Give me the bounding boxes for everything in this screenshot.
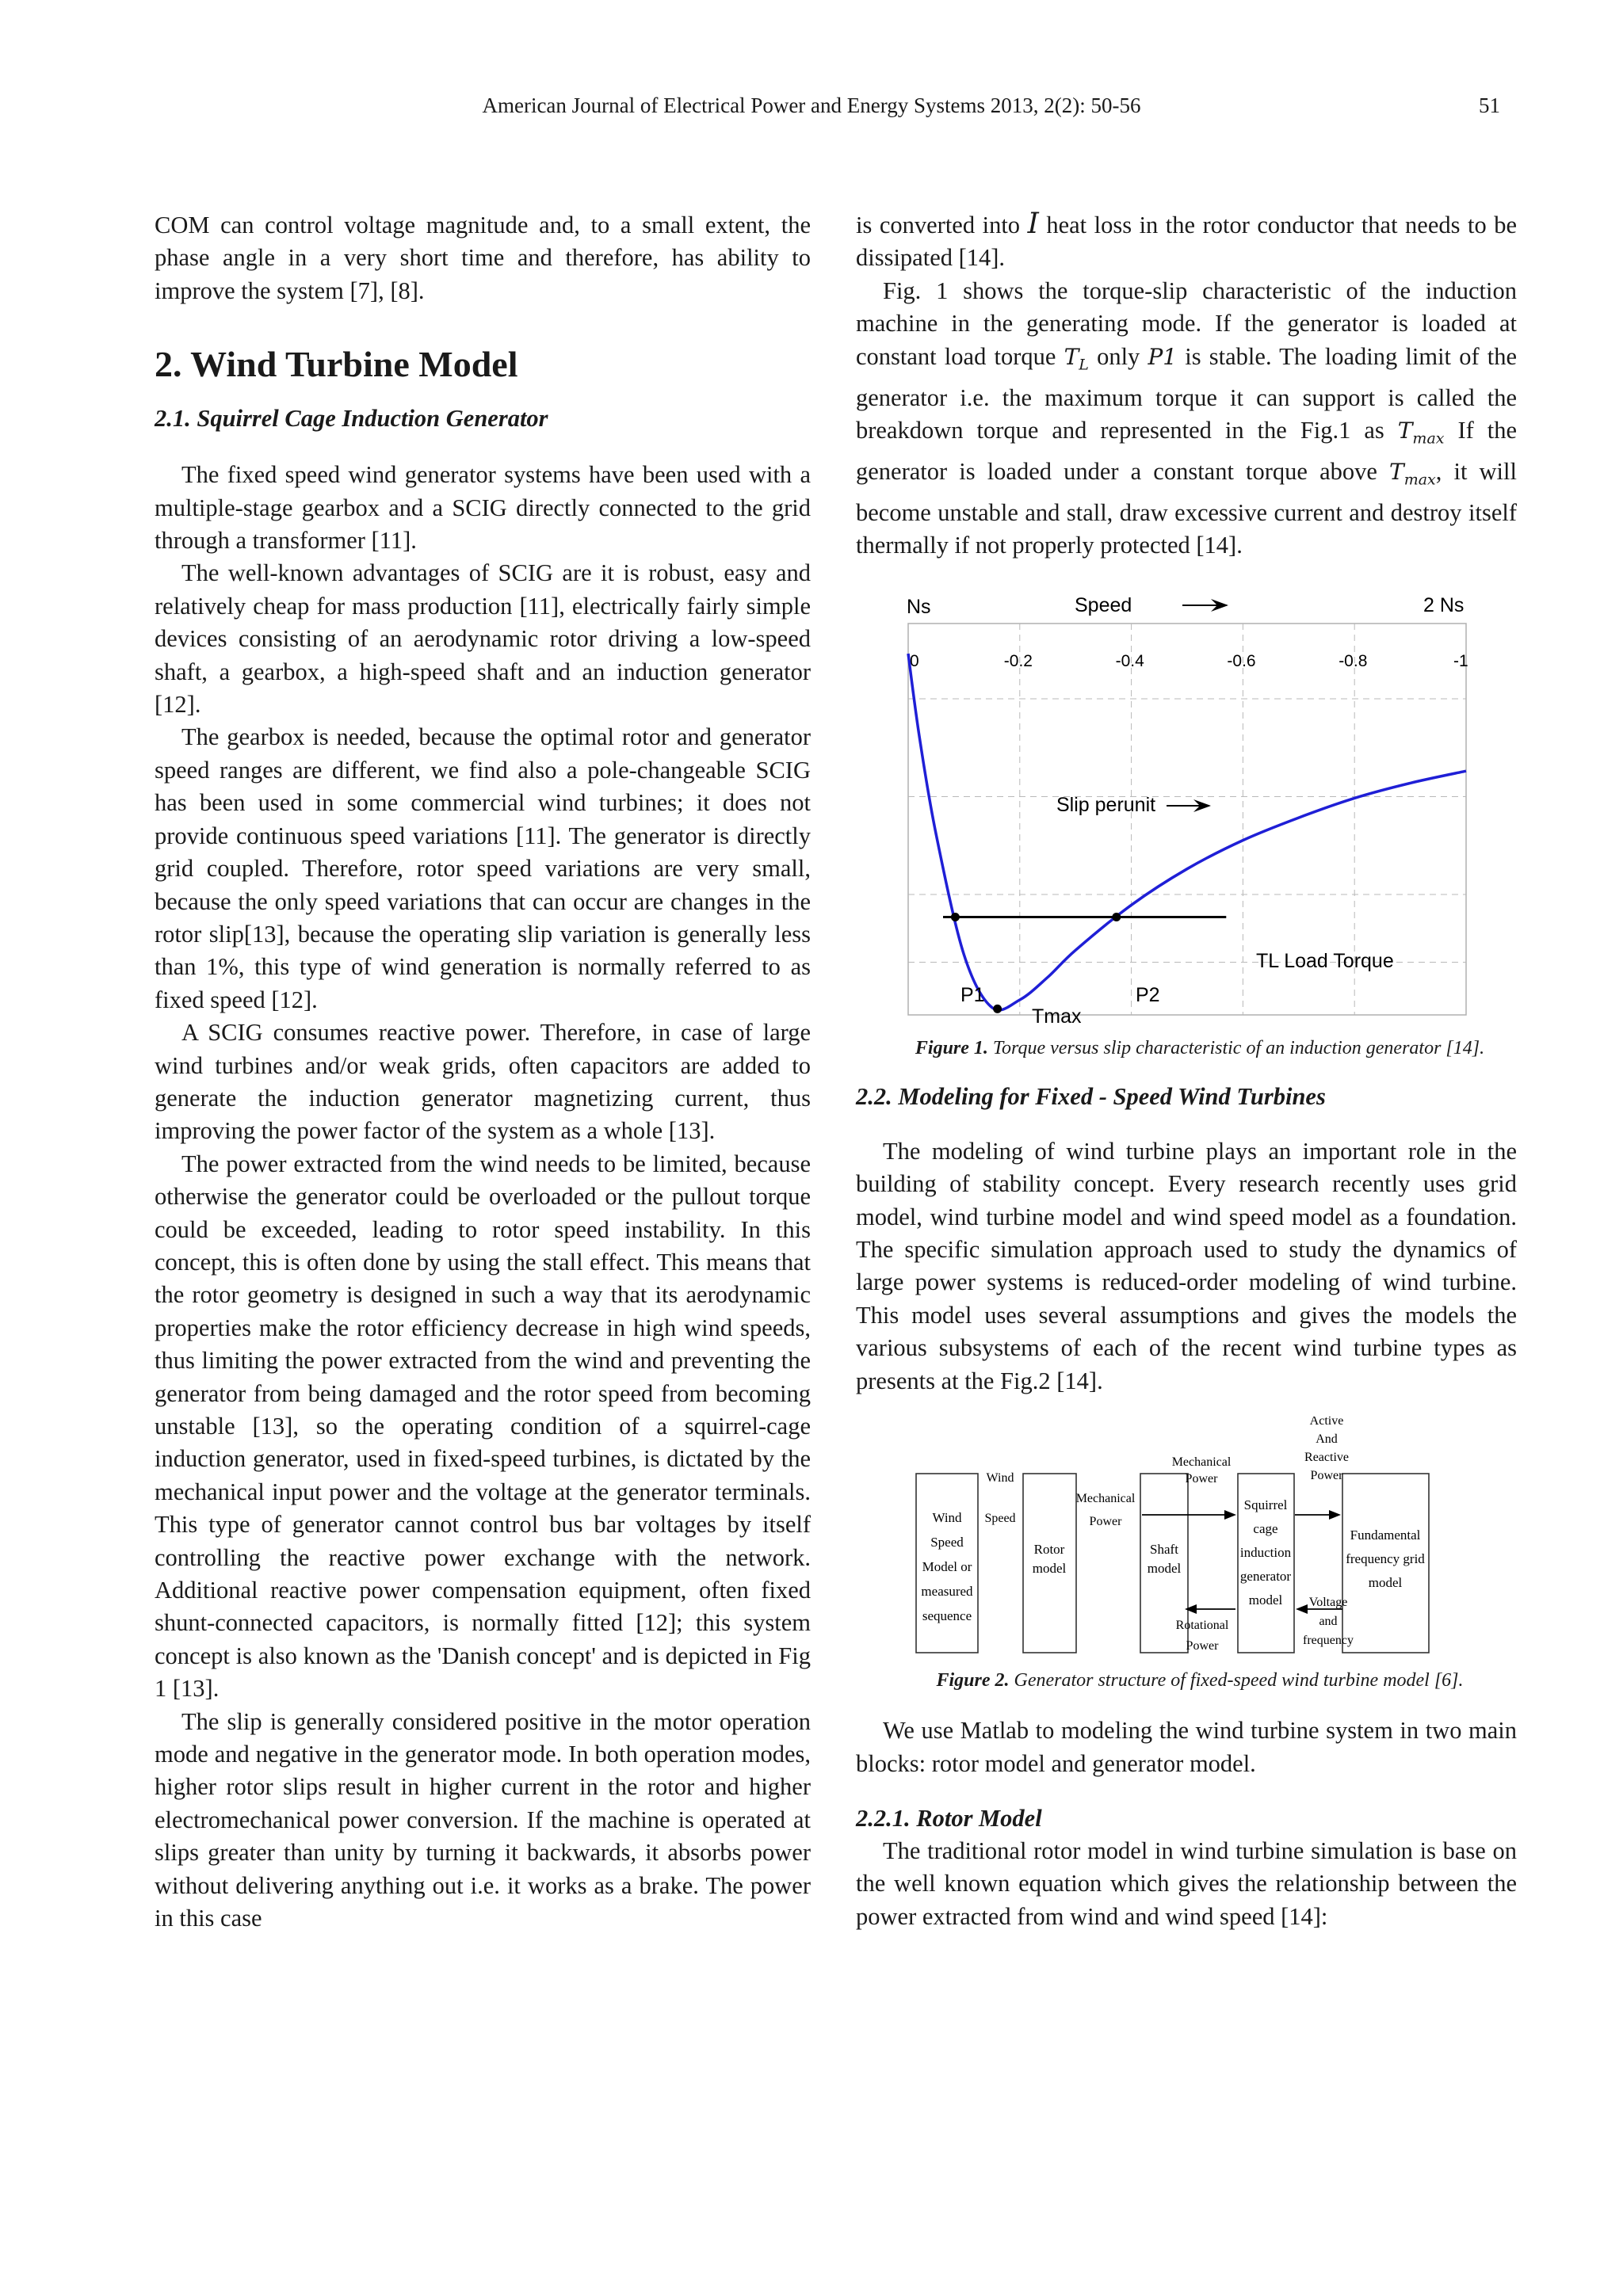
label-p2: P2: [1136, 983, 1160, 1006]
paragraph: is converted into I heat loss in the rotor conductor that needs to be dissipated [14].: [856, 208, 1518, 272]
slip-arrow-icon: [1167, 799, 1211, 812]
left-column: [155, 209, 811, 1936]
block-grid-model: [1342, 1474, 1429, 1653]
subsection-title: 2.2. Modeling for Fixed - Speed Wind Turbines: [856, 1082, 1326, 1110]
x-tick-label: 0: [910, 651, 919, 670]
block-scig-model: [1238, 1474, 1294, 1653]
journal-header: American Journal of Electrical Power and Energy Systems 2013, 2(2): 50-56: [482, 93, 1141, 117]
x-tick-label: -0.2: [1003, 651, 1033, 670]
math-symbol: P1: [1148, 343, 1178, 370]
label-tmax: Tmax: [1032, 1005, 1082, 1028]
section-title: 2. Wind Turbine Model: [155, 344, 518, 385]
svg-text:RotationalPower: Rotational Power: [1175, 1619, 1229, 1653]
label-slip: Slip perunit: [1056, 793, 1156, 816]
page-number: 51: [1479, 93, 1500, 117]
math-symbol: $T_{max}$: [1397, 418, 1445, 448]
label-ns: Ns: [907, 595, 931, 618]
math-symbol: $T_L$: [1064, 343, 1089, 374]
svg-text:Voltageandfrequency: Voltage and frequency: [1303, 1596, 1354, 1648]
x-tick-label: -0.6: [1227, 651, 1256, 670]
block-rotor-model: [1023, 1474, 1076, 1653]
figure-1-caption: Figure 1. Torque versus slip characteristic of an induction generator [14].: [915, 1037, 1485, 1058]
x-tick-label: -1: [1453, 651, 1468, 670]
label-tl-load-torque: TL Load Torque: [1256, 949, 1394, 972]
svg-text:MechanicalPower: Mechanical Power: [1075, 1492, 1136, 1529]
svg-text:MechanicalPower: Mechanical Power: [1171, 1455, 1232, 1486]
paragraph: COM can control voltage magnitude and, to a small extent, the phase angle in a very short time and therefore, has ability to improve the system [7], [8].: [155, 212, 811, 304]
paragraph: Fig. 1 shows the torque-slip characteristic of the induction machine in the generating mode. If the generator is loaded at constant load torque $T_L$ only P1 is stable. The loading limit of the generator i.e. the maximum torque it can support is called the breakdown torque and represented in the Fig.1 as $T_{max}$ If the generator is loaded under a constant torque above $T_{max}$, it will become unstable and stall, draw excessive current and destroy itself thermally if not properly protected [14].: [856, 277, 1518, 559]
svg-text:Fundamentalfrequency gridmodel: Fundamental frequency grid model: [1346, 1527, 1425, 1591]
svg-text:ActiveAndReactivePower: Active And Reactive Power: [1304, 1417, 1349, 1483]
torque-slip-chart: [856, 583, 1517, 1030]
point-p2-marker: [1112, 913, 1121, 921]
x-tick-label: -0.8: [1338, 651, 1368, 670]
point-p1-marker: [951, 913, 960, 921]
label-2ns: 2 Ns: [1423, 593, 1465, 616]
subsection-title: 2.1. Squirrel Cage Induction Generator: [155, 405, 548, 433]
paragraph: The modeling of wind turbine plays an important role in the building of stability concept. Every research recently uses grid model, wind turbine model and wind speed model as a foundation. The specific simulation approach used to study the dynamics of large power systems is reduced-order modeling of wind turbine. This model uses several assumptions and gives the models the various subsystems of each of the recent wind turbine types as presents at the Fig.2 [14].: [856, 1137, 1517, 1394]
label-speed: Speed: [1075, 593, 1132, 616]
x-tick-label: -0.4: [1115, 651, 1144, 670]
paragraph: A SCIG consumes reactive power. Therefore, in case of large wind turbines and/or weak grids, often capacitors are added to generate the induction generator magnetizing current, thus improving the power factor of the system as a whole [13].: [155, 1019, 811, 1145]
paragraph: The fixed speed wind generator systems have been used with a multiple-stage gearbox and a SCIG directly connected to the grid through a transformer [11].: [155, 461, 811, 555]
paragraph: The slip is generally considered positive in the motor operation mode and negative in the generator mode. In both operation modes, higher rotor slips result in higher current in the rotor and higher electromechanical power conversion. If the machine is operated at slips greater than unity by turning it backwards, it absorbs power without delivering anything out i.e. it works as a brake. The power in this case: [155, 1707, 811, 1932]
math-symbol: $T_{max}$: [1389, 459, 1436, 489]
paragraph: We use Matlab to modeling the wind turbine system in two main blocks: rotor model and generator model.: [856, 1717, 1517, 1777]
math-symbol: I: [1027, 208, 1039, 240]
svg-text:WindSpeedModel ormeasuredseque: Wind Speed Model or measured sequence: [921, 1510, 973, 1624]
svg-text:Rotormodel: Rotor model: [1032, 1542, 1067, 1577]
figure-2-caption: Figure 2. Generator structure of fixed-speed wind turbine model [6].: [936, 1670, 1464, 1691]
paragraph: The gearbox is needed, because the optimal rotor and generator speed ranges are different, we find also a pole-changeable SCIG has been used in some commercial wind turbines; it does not provide continuous speed variations [11]. The generator is directly grid coupled. Therefore, rotor speed variations are very small, because the only speed variations that can occur are changes in the rotor slip[13], because the operating slip variation is generally less than 1%, this type of wind generation is normally referred to as fixed speed [12].: [155, 723, 811, 1013]
svg-text:Shaftmodel: Shaft model: [1147, 1542, 1182, 1577]
x-tick-labels: [910, 652, 1468, 670]
point-tmax-marker: [993, 1005, 1002, 1013]
svg-text:Squirrelcageinductiongenerator: Squirrel cage induction generator model: [1239, 1497, 1292, 1608]
label-p1: P1: [960, 983, 985, 1006]
generator-structure-diagram: [856, 1417, 1517, 1664]
subsubsection-title: 2.2.1. Rotor Model: [856, 1804, 1042, 1832]
paragraph: The traditional rotor model in wind turbine simulation is base on the well known equation which gives the relationship between the power extracted from wind and wind speed [14]:: [856, 1836, 1517, 1930]
svg-text:WindSpeed: Wind Speed: [984, 1471, 1016, 1526]
block-wind-speed-model: [916, 1474, 978, 1653]
paragraph: The power extracted from the wind needs to be limited, because otherwise the generator could be overloaded or the pullout torque could be exceeded, leading to rotor speed instability. In this concept, this is often done by using the stall effect. This means that the rotor geometry is designed in such a way that its aerodynamic properties make the rotor efficiency decrease in high wind speeds, thus limiting the power extracted from the wind and preventing the generator from being damaged and the rotor speed from becoming unstable [13], so the operating condition of a squirrel-cage induction generator, used in fixed-speed turbines, is dictated by the mechanical input power and the voltage at the generator terminals. This type of generator cannot control bus bar voltages by itself controlling the reactive power exchange with the network. Additional reactive power compensation equipment, often fixed shunt-connected capacitors, is normally fitted [12]; this system concept is also known as the 'Danish concept' and is depicted in Fig 1 [13].: [155, 1150, 811, 1703]
speed-arrow-icon: [1182, 599, 1228, 612]
paragraph: The well-known advantages of SCIG are it is robust, easy and relatively cheap for mass production [11], electrically fairly simple devices consisting of an aerodynamic rotor driving a low-speed shaft, a gearbox, a high-speed shaft and an induction generator [12].: [155, 559, 811, 719]
right-column: [856, 208, 1517, 1933]
